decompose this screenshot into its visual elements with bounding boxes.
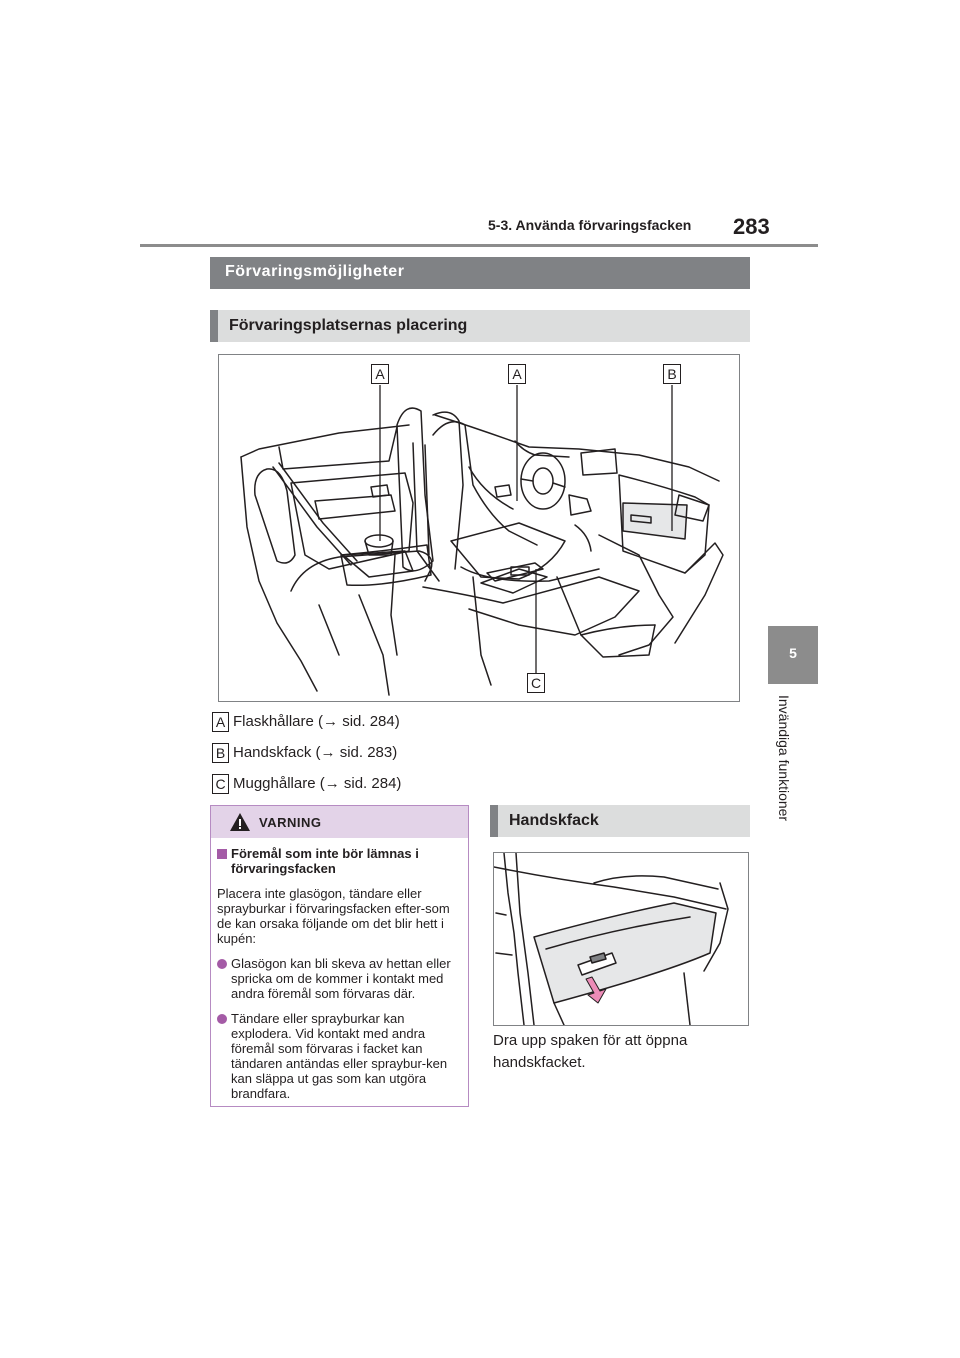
warning-bullet-2 [217,1011,463,1101]
round-bullet-icon [217,1014,227,1024]
subsection-heading [210,310,750,342]
main-section-heading [210,257,750,289]
page-number: 283 [733,214,770,239]
chapter-number: 5 [789,645,797,661]
warning-subheading-text: Föremål som inte bör lämnas i förvaringsfacken [231,846,419,876]
legend-text-a: Flaskhållare (→ sid. 284) [233,713,400,730]
warning-triangle-icon [229,812,251,832]
glovebox-heading-text: Handskfack [509,812,599,829]
callout-a-bottle-holder-front: A [508,364,526,384]
subsection-heading-text: Förvaringsplatsernas placering [229,317,468,334]
round-bullet-icon [217,959,227,969]
square-bullet-icon [217,849,227,859]
glovebox-caption: Dra upp spaken för att öppna handskfacket. [493,1032,688,1071]
header-rule [140,244,818,247]
warning-title: VARNING [259,815,322,830]
callout-b-glovebox: B [663,364,681,384]
glovebox-illustration [493,852,749,1026]
running-header-section: 5-3. Använda förvaringsfacken [488,217,692,233]
warning-intro: Placera inte glasögon, tändare eller sprayburkar i förvaringsfacken efter-som de kan orsaka följande om det blir hett i kupén: [217,886,450,946]
warning-subheading [217,846,463,876]
warning-bullet-text-1: Glasögon kan bli skeva av hettan eller spricka om de kommer i kontakt med andra föremål som förvaras där. [231,956,451,1001]
legend-text-b: Handskfack (→ sid. 283) [233,744,398,761]
warning-box [210,805,469,1107]
warning-body [217,846,463,1101]
chapter-label: Invändiga funktioner [776,695,792,822]
callout-a-bottle-holder: A [371,364,389,384]
legend-text-c: Mugghållare (→ sid. 284) [233,775,402,792]
warning-header [211,806,468,838]
legend-letter-c: C [212,774,229,794]
main-heading-text: Förvaringsmöjligheter [225,263,405,280]
callout-c-cup-holder: C [527,673,545,693]
warning-bullet-1 [217,956,463,1001]
legend-letter-a: A [212,712,229,732]
legend-letter-b: B [212,743,229,763]
chapter-label-vertical [776,695,803,835]
cabin-illustration [218,354,740,702]
glovebox-heading [490,805,750,837]
warning-bullet-text-2: Tändare eller sprayburkar kan explodera. Vid kontakt med andra föremål som förvaras i facket kan tändaren antändas eller spraybur-ken kan släppa ut gas som kan utgöra brandfara. [231,1011,448,1101]
